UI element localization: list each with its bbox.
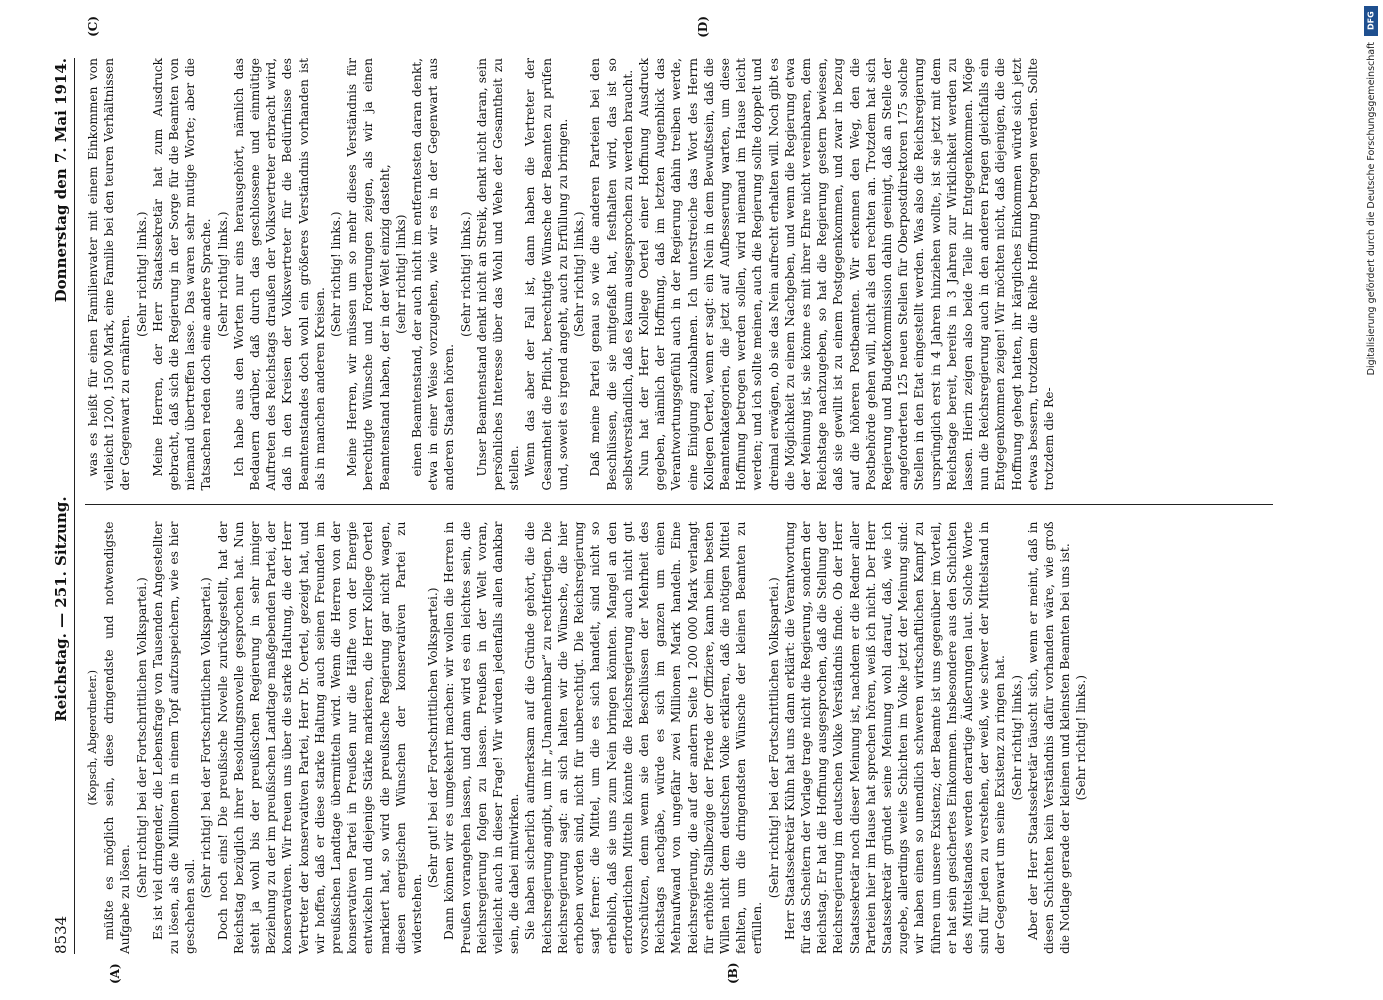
left-column [85,521,1273,984]
interjection: (Sehr richtig! links.) [1074,674,1089,801]
dfg-logo: DFG [1364,6,1378,36]
paragraph: müßte es möglich sein, diese dringendste und notwendigste Aufgabe zu lösen. [102,521,133,954]
paragraph: Daß meine Partei genau so wie die anderen Parteien bei den Beschlüssen, die sie mitgefaßt hat, festhalten wird, das ist so selbstverständlich, daß es kaum ausgesprochen zu werden braucht. [588,58,635,491]
header-left-title: Reichstag. — 251. Sitzung. [52,496,70,722]
paragraph: Nun hat der Herr Kollege Oertel einer Hoffnung Ausdruck gegeben, nämlich der Hoffnung, daß im letzten Augenblick das Verantwortungsgefühl auch in der Regierung dahin treiben werde, eine Einigung anzubahnen. Ich unterstreiche das Wort des Herrn Kollegen Oertel, wenn er sagt: ein Nein in dem Bewußtsein, daß die Beamtenkategorien, die jetzt auf Aufbesserung warten, um diese Hoffnung betrogen werden sollen, wird niemand im Hause leicht werden; und ich sollte meinen, auch die Regierung sollte doppelt und dreimal erwägen, ob sie das Nein aufrecht erhalten will. Noch gibt es die Möglichkeit zu einem Nachgeben, und wenn die Regierung etwa der Meinung ist, sie könne es mit ihrer Ehre nicht vereinbaren, dem Reichstage nachzugeben, so hat die Regierung gestern bewiesen, daß sie gewillt ist zu einem Postgegenkommen, und zwar in bezug auf die höheren Postbeamten. Wir erkennen den Weg, den die Postbehörde gehen will, nicht als den rechten an. Trotzdem hat sich Regierung und Budgetkommission dahin geeinigt, daß an Stelle der angeforderten 125 neuen Stellen für Oberpostdirektoren 175 solche Stellen in den Etat eingestellt werden. Was also die Reichsregierung ursprünglich erst in 4 Jahren hinziehen wollte, ist sie jetzt mit dem Reichstage bereit, bereits in 3 Jahren zur Wirklichkeit werden zu lassen. Hierin zeigen also beide Teile ihr Entgegenkommen. Möge nun die Reichsregierung auch in den anderen Fragen gleichfalls ein Entgegenkommen zeigen! Wir möchten nicht, daß diejenigen, die die Hoffnung gehegt hatten, ihr kärgliches Einkommen würde sich jetzt etwas bessern, trotzdem die Reihe Hoffnung betrogen werden. Sollte trotzdem die Re- [636,58,1056,491]
interjection: (sehr richtig! links) [393,214,408,335]
dfg-sidebar [1363,6,1379,996]
interjection: (Sehr richtig! links.) [329,211,344,338]
paragraph: Herr Staatssekretär Kühn hat uns dann erklärt: die Verantwortung für das Scheitern der Vorlage trage nicht die Regierung, sondern der Reichstag. Er hat die Hoffnung ausgesprochen, daß die Stellung der Reichsregierung im deutschen Volke Verständnis finde. Ob der Herr Staatssekretär noch dieser Meinung ist, nachdem er die Redner aller Parteien hier im Hause hat sprechen hören, weiß ich nicht. Der Herr Staatssekretär gründet seine Meinung wohl darauf, daß, wie ich zugebe, allerdings weite Schichten im Volke jetzt der Meinung sind: wir haben einen so unendlich schweren wirtschaftlichen Kampf zu führen um unsere Existenz; der Beamte ist uns gegenüber im Vorteil, er hat sein gesichertes Einkommen. Insbesondere aus den Schichten des Mittelstandes werden derartige Äußerungen laut. Solche Worte sind für jeden zu verstehen, der weiß, wie schwer der Mittelstand in der Gegenwart um seine Existenz zu ringen hat. [782,521,1008,954]
paragraph: Aber der Herr Staatssekretär täuscht sich, wenn er meint, daß in diesen Schichten kein Verständnis dafür vorhanden wäre, wie groß die Notlage gerade der kleinen und kleinsten Beamten bei uns ist. [1025,521,1073,954]
paragraph: Es ist viel dringender, die Lebensfrage von Tausenden Angestellter zu lösen, als die Millionen in einem Topf aufzuspeichern, wie es hier geschehen soll. [150,521,198,954]
interjection: (Sehr richtig! bei der Fortschrittlichen Volkspartei.) [199,577,214,899]
paragraph: Unser Beamtenstand denkt nicht an Streik, denkt nicht daran, sein persönliches Interesse über das Wohl und Wehe der Gesamtheit zu stellen. [474,58,522,491]
interjection: (Sehr richtig! links.) [458,211,473,338]
paragraph: Sie haben sicherlich aufmerksam auf die Gründe gehört, die die Reichsregierung angibt, um ihr „Unannehmbar“ zu rechtfertigen. Die Reichsregierung sagt: an sich halten wir die Wünsche, die hier erhoben worden sind, nicht für unberechtigt. Die Reichsregierung sagt ferner: die Mittel, um die es sich handelt, sind nicht so erheblich, daß sie uns zum Nein bringen könnten. Mangel an den erforderlichen Mitteln könnte die Reichsregierung auch nicht gut vorschützen, denn wenn sie den Beschlüssen der Mehrheit des Reichstags nachgäbe, würde es sich im ganzen um einen Mehraufwand von ungefähr zwei Millionen Mark handeln. Eine Reichsregierung, die auf der andern Seite 1 200 000 Mark verlangt für erhöhte Stallbezüge der Pferde der Offiziere, kann beim besten Willen nicht dem deutschen Volke erklären, daß die nötigen Mittel fehlten, um die dringendsten Wünsche der kleinen Beamten zu erfüllen. [523,521,765,954]
margin-marker-a: (A) [108,963,122,984]
left-column-body [101,522,1089,955]
interjection: (Sehr richtig! bei der Fortschrittlichen Volkspartei.) [766,577,781,899]
interjection: (Sehr richtig! bei der Fortschrittlichen Volkspartei.) [134,577,149,899]
margin-marker-d: (D) [696,16,710,38]
header-right-title: Donnerstag den 7. Mai 1914. [52,58,70,303]
page-header [52,58,75,954]
paragraph: Ich habe aus den Worten nur eins herausgehört, nämlich das Bedauern darüber, daß durch das geschlossene und einmütige Auftreten des Reichstags draußen der Volksvertreter erbracht wird, daß in den Kreisen der Volksvertreter für die Bedürfnisse des Beamtenstandes doch wohl ein größeres Verständnis vorhanden ist als in manchen anderen Kreisen. [231,58,327,491]
paragraph: Meine Herren, der Herr Staatssekretär hat zum Ausdruck gebracht, daß sich die Regierung in der Sorge für die Beamten von niemand übertreffen lasse. Das waren sehr mutige Worte; aber die Tatsachen reden doch eine andere Sprache. [150,58,214,491]
page-number: 8534 [52,915,70,954]
interjection: (Sehr richtig! links.) [215,211,230,338]
paragraph: Wenn das aber der Fall ist, dann haben die Vertreter der Gesamtheit die Pflicht, berechtigte Wünsche der Beamten zu prüfen und, soweit es irgend angeht, auch zu Erfüllung zu bringen. [523,58,570,491]
paragraph: Doch noch eins! Die preußische Novelle zurückgestellt, hat der Reichstag bezüglich ihrer Besoldungsnovelle gesprochen hat. Nun steht ja wohl bis der preußischen Regierung in sehr inniger Beziehung zu der im preußischen Landtage maßgebenden Partei, der konservativen. Wir freuen uns über die starke Haltung, die der Herr Vertreter der konservativen Partei, Herr Dr. Oertel, gezeigt hat, und wir hoffen, daß er diese starke Haltung auch seinen Freunden im preußischen Landtage übermitteln wird. Wenn die Herren von der konservativen Partei in Preußen nur die Hälfte von der Energie entwickeln und diejenige Stärke markieren, die Herr Kollege Oertel markiert hat, so wird die preußische Regierung gar nicht wagen, diesen energischen Wünschen der konservativen Partei zu widerstehen. [215,521,425,954]
right-column-body [85,58,1057,491]
interjection: (Sehr richtig! links.) [572,211,587,338]
paragraph: was es heißt für einen Familienvater mit einem Einkommen von vielleicht 1200, 1500 Mark, eine Familie bei den teuren Verhältnissen der Gegenwart zu ernähren. [86,58,133,491]
margin-marker-b: (B) [726,962,740,984]
paragraph: einen Beamtenstand, der auch nicht im entferntesten daran denkt, etwa in einer Weise vorzugehen, wie wir es in der Gegenwart aus anderen Staaten hören. [410,58,457,491]
speaker-note: (Kopsch, Abgeordneter.) [86,669,99,806]
margin-marker-c: (C) [86,16,100,37]
right-column [85,16,1273,506]
interjection: (Sehr richtig! links.) [134,211,149,338]
paragraph: Dann können wir es umgekehrt machen: wir wollen die Herren in Preußen vorangehen lassen, und dann wird es ein leichtes sein, die Reichsregierung folgen zu lassen. Preußen in der Welt voran, vielleicht auch in dieser Frage! Wir würden jedenfalls allen dankbar sein, die dabei mitwirken. [442,521,522,954]
dfg-credit-text: Digitalisierung gefördert durch die Deutsche Forschungsgemeinschaft [1365,42,1377,376]
interjection: (Sehr gut! bei der Fortschrittlichen Volkspartei.) [426,587,441,888]
interjection: (Sehr richtig! links.) [1009,674,1024,801]
paragraph: Meine Herren, wir müssen um so mehr dieses Verständnis für berechtigte Wünsche und Forderungen zeigen, als wir ja einen Beamtenstand haben, der in der Welt einzig dasteht, [345,58,392,491]
